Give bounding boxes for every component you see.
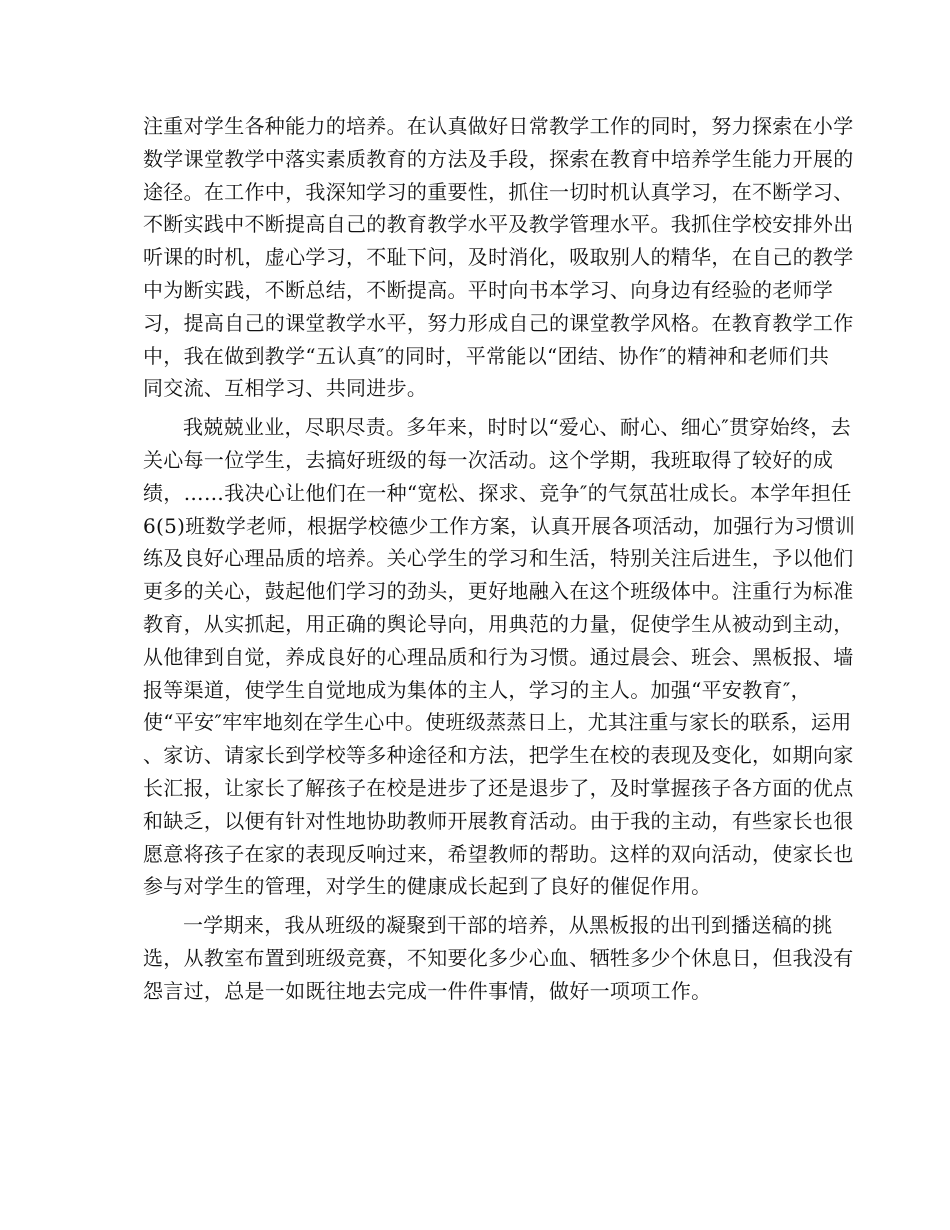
text-line: 怨言过，总是一如既往地去完成一件件事情，做好一项项工作。 xyxy=(143,978,712,1003)
text-line: 教育，从实抓起，用正确的舆论导向，用典范的力量，促使学生从被动到主动， xyxy=(143,611,854,636)
text-line: 中，我在做到教学“五认真″的同时，平常能以“团结、协作″的精神和老师们共 xyxy=(143,343,830,368)
text-line: 绩，……我决心让他们在一种“宽松、探求、竞争″的气氛茁壮成长。本学年担任 xyxy=(143,480,852,505)
text-line: 关心每一位学生，去搞好班级的每一次活动。这个学期，我班取得了较好的成 xyxy=(143,447,834,472)
text-line: 长汇报，让家长了解孩子在校是进步了还是退步了，及时掌握孩子各方面的优点 xyxy=(143,775,854,800)
paragraph-1 xyxy=(143,110,854,405)
text-line: 报等渠道，使学生自觉地成为集体的主人，学习的主人。加强“平安教育″， xyxy=(143,677,811,702)
text-line: 、家访、请家长到学校等多种途径和方法，把学生在校的表现及变化，如期向家 xyxy=(143,743,854,768)
text-line: 注重对学生各种能力的培养。在认真做好日常教学工作的同时，努力探索在小学 xyxy=(143,114,854,138)
paragraph-3 xyxy=(143,909,854,1007)
text-line: 途径。在工作中，我深知学习的重要性，抓住一切时机认真学习，在不断学习、 xyxy=(143,179,854,204)
text-line: 参与对学生的管理，对学生的健康成长起到了良好的催促作用。 xyxy=(143,874,712,899)
paragraph-2 xyxy=(143,411,856,903)
document-body xyxy=(143,110,856,1014)
text-line: 听课的时机，虚心学习，不耻下问，及时消化，吸取别人的精华，在自己的教学 xyxy=(143,245,854,270)
text-line: 一学期来，我从班级的凝聚到干部的培养，从黑板报的出刊到播送稿的挑 xyxy=(183,913,833,938)
text-line: 习，提高自己的课堂教学水平，努力形成自己的课堂教学风格。在教育教学工作 xyxy=(143,310,854,335)
text-line: 愿意将孩子在家的表现反响过来，希望教师的帮助。这样的双向活动，使家长也 xyxy=(143,841,854,866)
text-line: 中为断实践，不断总结，不断提高。平时向书本学习、向身边有经验的老师学 xyxy=(143,277,834,302)
text-line: 练及良好心理品质的培养。关心学生的学习和生活，特别关注后进生，予以他们 xyxy=(143,546,854,571)
text-line: 选，从教室布置到班级竞赛，不知要化多少心血、牺牲多少个休息日，但我没有 xyxy=(143,945,854,970)
text-line: 不断实践中不断提高自己的教育教学水平及教学管理水平。我抓住学校安排外出 xyxy=(143,212,854,237)
text-line: 和缺乏，以便有针对性地协助教师开展教育活动。由于我的主动，有些家长也很 xyxy=(143,808,854,833)
text-line: 数学课堂教学中落实素质教育的方法及手段，探索在教育中培养学生能力开展的 xyxy=(143,146,854,171)
text-line: 我兢兢业业，尽职尽责。多年来，时时以“爱心、耐心、细心″贯穿始终，去 xyxy=(183,415,851,440)
text-line: 6(5)班数学老师，根据学校德少工作方案，认真开展各项活动，加强行为习惯训 xyxy=(143,513,856,538)
text-line: 使“平安″牢牢地刻在学生心中。使班级蒸蒸日上，尤其注重与家长的联系，运用 xyxy=(143,710,852,735)
text-line: 更多的关心，鼓起他们学习的劲头，更好地融入在这个班级体中。注重行为标准 xyxy=(143,579,854,604)
text-line: 同交流、互相学习、共同进步。 xyxy=(143,376,428,401)
text-line: 从他律到自觉，养成良好的心理品质和行为习惯。通过晨会、班会、黑板报、墙 xyxy=(143,644,854,669)
